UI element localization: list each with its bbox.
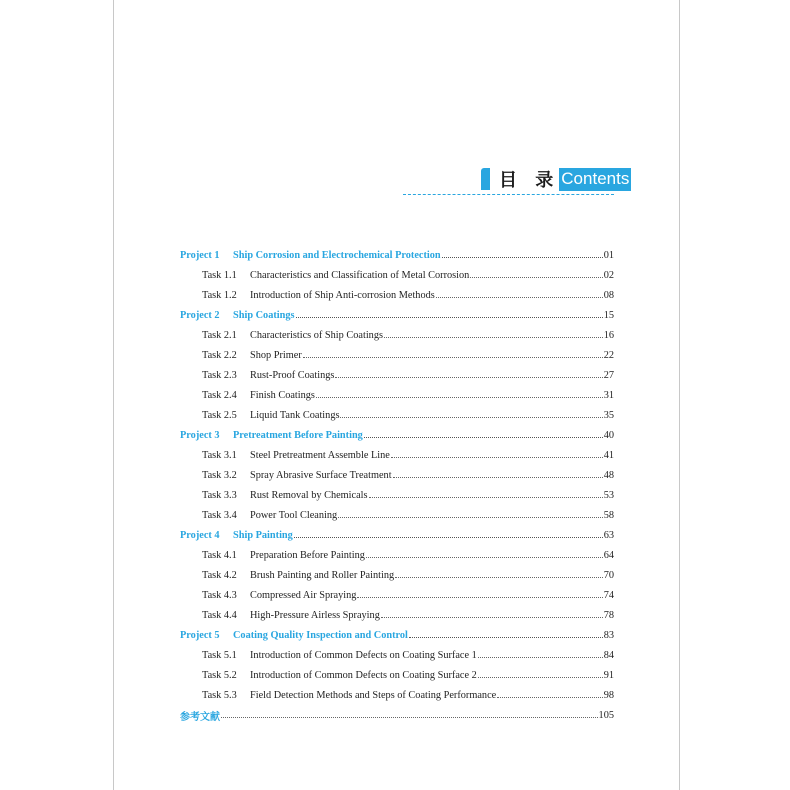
toc-entry-number: Task 2.3 xyxy=(202,369,237,381)
toc-entry-page: 70 xyxy=(603,569,614,581)
toc-entry-number: Project 5 xyxy=(180,629,220,641)
toc-entry-title: Field Detection Methods and Steps of Coating Performance xyxy=(250,689,497,701)
toc-entry-page: 53 xyxy=(603,489,614,501)
toc-entry-title: Characteristics and Classification of Metal Corrosion xyxy=(250,269,470,281)
toc-entry-page: 105 xyxy=(598,709,614,721)
toc-entry-title: Rust-Proof Coatings xyxy=(250,369,335,381)
toc-entry-page: 64 xyxy=(603,549,614,561)
toc-entry-number: Task 3.4 xyxy=(202,509,237,521)
toc-entry-number: Task 4.2 xyxy=(202,569,237,581)
toc-entry-page: 74 xyxy=(603,589,614,601)
toc-entry-number: Task 3.3 xyxy=(202,489,237,501)
toc-entry-number: Task 1.1 xyxy=(202,269,237,281)
toc-entry-page: 02 xyxy=(603,269,614,281)
toc-entry-title: Coating Quality Inspection and Control xyxy=(233,629,408,641)
toc-entry-page: 48 xyxy=(603,469,614,481)
toc-entry-number: Project 2 xyxy=(180,309,220,321)
toc-entry-title: Finish Coatings xyxy=(250,389,315,401)
toc-entry-title: Pretreatment Before Painting xyxy=(233,429,363,441)
toc-entry-page: 15 xyxy=(603,309,614,321)
toc-task-entry[interactable] xyxy=(180,405,614,425)
toc-entry-number: Task 2.2 xyxy=(202,349,237,361)
toc-project-entry[interactable] xyxy=(180,305,614,325)
toc-dot-leader xyxy=(340,417,602,418)
toc-entry-number: Project 4 xyxy=(180,529,220,541)
toc-entry-title: Spray Abrasive Surface Treatment xyxy=(250,469,392,481)
table-of-contents xyxy=(180,245,614,725)
toc-entry-number: Task 4.1 xyxy=(202,549,237,561)
toc-entry-title: Ship Painting xyxy=(233,529,293,541)
toc-entry-page: 35 xyxy=(603,409,614,421)
toc-dot-leader xyxy=(338,517,603,518)
toc-entry-title: High-Pressure Airless Spraying xyxy=(250,609,380,621)
toc-entry-page: 31 xyxy=(603,389,614,401)
toc-entry-title: Introduction of Ship Anti-corrosion Methods xyxy=(250,289,435,301)
toc-dot-leader xyxy=(221,717,598,718)
toc-entry-page: 91 xyxy=(603,669,614,681)
toc-entry-title: Introduction of Common Defects on Coating Surface 1 xyxy=(250,649,477,661)
toc-entry-number: Task 2.4 xyxy=(202,389,237,401)
toc-entry-page: 58 xyxy=(603,509,614,521)
toc-task-entry[interactable] xyxy=(180,645,614,665)
toc-entry-number: Task 2.5 xyxy=(202,409,237,421)
toc-entry-page: 41 xyxy=(603,449,614,461)
toc-entry-title: Introduction of Common Defects on Coating Surface 2 xyxy=(250,669,477,681)
toc-task-entry[interactable] xyxy=(180,465,614,485)
toc-task-entry[interactable] xyxy=(180,485,614,505)
toc-entry-page: 78 xyxy=(603,609,614,621)
toc-entry-title: Power Tool Cleaning xyxy=(250,509,338,521)
toc-dot-leader xyxy=(497,697,602,698)
toc-entry-page: 22 xyxy=(603,349,614,361)
toc-task-entry[interactable] xyxy=(180,385,614,405)
toc-entry-title: Shop Primer xyxy=(250,349,302,361)
toc-task-entry[interactable] xyxy=(180,325,614,345)
toc-entry-number: Task 2.1 xyxy=(202,329,237,341)
toc-dot-leader xyxy=(391,457,603,458)
toc-dot-leader xyxy=(296,317,603,318)
toc-entry-number: Project 3 xyxy=(180,429,220,441)
toc-dot-leader xyxy=(364,437,603,438)
toc-entry-number: Task 4.4 xyxy=(202,609,237,621)
toc-dot-leader xyxy=(335,377,602,378)
toc-entry-title: Steel Pretreatment Assemble Line xyxy=(250,449,390,461)
toc-entry-title: Compressed Air Spraying xyxy=(250,589,357,601)
toc-entry-page: 84 xyxy=(603,649,614,661)
toc-entry-page: 98 xyxy=(603,689,614,701)
toc-entry-number: Task 3.2 xyxy=(202,469,237,481)
toc-entry-number: Project 1 xyxy=(180,249,220,261)
toc-task-entry[interactable] xyxy=(180,565,614,585)
header-accent-bar xyxy=(481,168,490,190)
toc-dot-leader xyxy=(395,577,603,578)
toc-entry-number: Task 5.1 xyxy=(202,649,237,661)
header-title-en: Contents xyxy=(559,168,631,191)
toc-entry-page: 08 xyxy=(603,289,614,301)
toc-entry-page: 83 xyxy=(603,629,614,641)
toc-dot-leader xyxy=(470,277,602,278)
toc-entry-title: Preparation Before Painting xyxy=(250,549,365,561)
toc-entry-title: Characteristics of Ship Coatings xyxy=(250,329,383,341)
toc-project-entry[interactable] xyxy=(180,625,614,645)
toc-task-entry[interactable] xyxy=(180,345,614,365)
toc-dot-leader xyxy=(316,397,603,398)
toc-entry-number: Task 1.2 xyxy=(202,289,237,301)
toc-entry-page: 01 xyxy=(603,249,614,261)
toc-entry-page: 16 xyxy=(603,329,614,341)
toc-entry-page: 63 xyxy=(603,529,614,541)
toc-dot-leader xyxy=(478,657,603,658)
toc-bibliography-entry[interactable] xyxy=(180,705,614,725)
toc-dot-leader xyxy=(303,357,603,358)
toc-entry-number: Task 5.2 xyxy=(202,669,237,681)
page-edge-right xyxy=(679,0,680,790)
toc-task-entry[interactable] xyxy=(180,285,614,305)
toc-entry-title: Brush Painting and Roller Painting xyxy=(250,569,395,581)
toc-dot-leader xyxy=(369,497,603,498)
toc-entry-number: Task 4.3 xyxy=(202,589,237,601)
toc-entry-title: Liquid Tank Coatings xyxy=(250,409,340,421)
toc-entry-page: 40 xyxy=(603,429,614,441)
toc-entry-page: 27 xyxy=(603,369,614,381)
toc-dot-leader xyxy=(442,257,603,258)
toc-entry-number: Task 3.1 xyxy=(202,449,237,461)
toc-entry-title: 参考文献 xyxy=(180,711,220,723)
toc-task-entry[interactable] xyxy=(180,505,614,525)
toc-dot-leader xyxy=(294,537,603,538)
toc-project-entry[interactable] xyxy=(180,525,614,545)
toc-dot-leader xyxy=(393,477,603,478)
header-dashed-rule xyxy=(403,194,614,195)
toc-dot-leader xyxy=(381,617,603,618)
toc-task-entry[interactable] xyxy=(180,605,614,625)
toc-dot-leader xyxy=(384,337,603,338)
toc-project-entry[interactable] xyxy=(180,425,614,445)
toc-entry-number: Task 5.3 xyxy=(202,689,237,701)
toc-dot-leader xyxy=(366,557,603,558)
toc-task-entry[interactable] xyxy=(180,365,614,385)
header-title-cn: 目 录 xyxy=(499,170,560,191)
toc-dot-leader xyxy=(436,297,603,298)
toc-dot-leader xyxy=(409,637,603,638)
toc-task-entry[interactable] xyxy=(180,685,614,705)
toc-task-entry[interactable] xyxy=(180,665,614,685)
toc-entry-title: Ship Coatings xyxy=(233,309,295,321)
toc-task-entry[interactable] xyxy=(180,545,614,565)
toc-dot-leader xyxy=(357,597,602,598)
page-edge-left xyxy=(113,0,114,790)
toc-project-entry[interactable] xyxy=(180,245,614,265)
contents-header xyxy=(481,167,631,191)
toc-dot-leader xyxy=(478,677,603,678)
toc-task-entry[interactable] xyxy=(180,585,614,605)
toc-task-entry[interactable] xyxy=(180,265,614,285)
toc-task-entry[interactable] xyxy=(180,445,614,465)
toc-entry-title: Ship Corrosion and Electrochemical Protection xyxy=(233,249,441,261)
toc-entry-title: Rust Removal by Chemicals xyxy=(250,489,368,501)
